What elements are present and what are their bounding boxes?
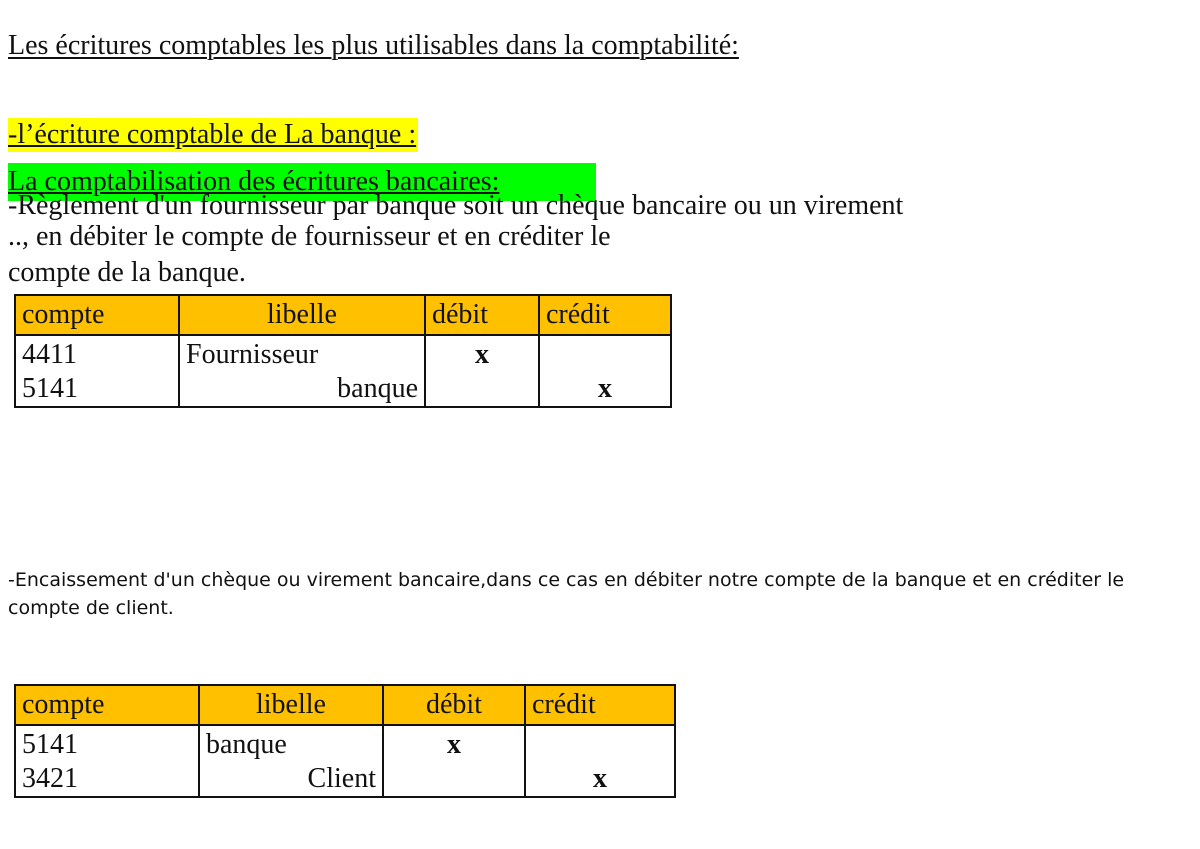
table-row [15, 725, 675, 762]
paragraph1-line3: compte de la banque. [8, 257, 246, 288]
cell-libelle: Client [199, 762, 383, 797]
header-debit: débit [425, 295, 539, 335]
header-debit: débit [383, 685, 525, 725]
cell-libelle: banque [199, 725, 383, 762]
header-compte: compte [15, 685, 199, 725]
cell-compte: 5141 [15, 725, 199, 762]
cell-libelle: Fournisseur [179, 335, 425, 372]
cell-compte: 4411 [15, 335, 179, 372]
cell-credit [539, 335, 671, 372]
section-heading: -l’écriture comptable de La banque : [8, 119, 417, 150]
cell-libelle: banque [179, 372, 425, 407]
table-row [15, 335, 671, 372]
journal-entry-table-2 [14, 684, 676, 798]
header-credit: crédit [539, 295, 671, 335]
header-libelle: libelle [179, 295, 425, 335]
header-credit: crédit [525, 685, 675, 725]
table-header-row [15, 685, 675, 725]
paragraph2: -Encaissement d'un chèque ou virement bancaire,dans ce cas en débiter notre compte de la banque et en créditer le compte de client. [8, 569, 1125, 619]
cell-debit [425, 372, 539, 407]
cell-credit: x [539, 372, 671, 407]
header-libelle: libelle [199, 685, 383, 725]
cell-compte: 3421 [15, 762, 199, 797]
paragraph1-line1: -Règlement d'un fournisseur par banque soit un chèque bancaire ou un virement [8, 190, 904, 221]
cell-debit [383, 762, 525, 797]
subheading: La comptabilisation des écritures bancaires: [8, 166, 500, 197]
page-title: Les écritures comptables les plus utilisables dans la comptabilité: [8, 30, 739, 61]
table-header-row [15, 295, 671, 335]
cell-credit: x [525, 762, 675, 797]
paragraph1-line2: .., en débiter le compte de fournisseur et en créditer le [8, 221, 611, 252]
journal-entry-table-1 [14, 294, 672, 408]
cell-credit [525, 725, 675, 762]
table-row [15, 762, 675, 797]
cell-debit: x [425, 335, 539, 372]
cell-compte: 5141 [15, 372, 179, 407]
table-row [15, 372, 671, 407]
header-compte: compte [15, 295, 179, 335]
cell-debit: x [383, 725, 525, 762]
